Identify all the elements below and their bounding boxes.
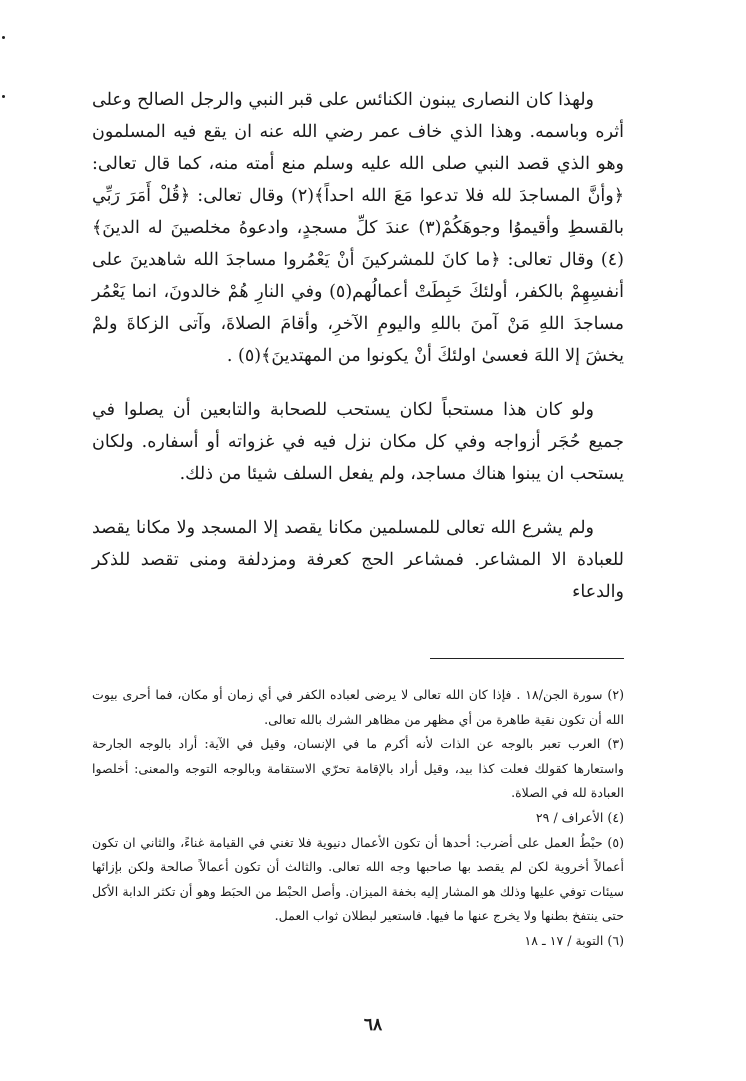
footnote-6: (٦) التوبة / ١٧ ـ ١٨ bbox=[524, 932, 624, 948]
paragraph-3: ولم يشرع الله تعالى للمسلمين مكانا يقصد إلا المسجد ولا مكانا يقصد للعبادة الا المشاعر. فمشاعر الحج كعرفة ومزدلفة ومنى تقصد للذكر والدعاء bbox=[92, 518, 624, 602]
footnote-5: (٥) حبْطُ العمل على أضرب: أحدها أن تكون الأعمال دنيوية فلا تغني في القيامة غناءً، والثاني ان تكون أعمالاً أخروية لكن لم يقصد بها صاحبها وجه الله تعالى. والثالث أن تكون أعمالاً صالحة ولكن بإزائها سيئات توفي عليها وذلك هو المشار إليه بخفة الميزان. وأصل الحبْط من الحبَط وهو أن تكثر الدابة الأكل حتى ينتفخ بطنها ولا يخرج عنها ما فيها. فاستعير لبطلان ثواب العمل. bbox=[92, 834, 624, 924]
paragraph-1: ولهذا كان النصارى يبنون الكنائس على قبر النبي والرجل الصالح وعلى أثره وباسمه. وهذا الذي خاف عمر رضي الله عنه ان يقع فيه المسلمون وهو الذي قصد النبي صلى الله عليه وسلم منع أمته منه، كما قال تعالى:﴿وأنَّ المساجدَ لله فلا تدعوا مَعَ الله احداً﴾(٢) وقال تعالى: ﴿قُلْ أَمَرَ رَبِّي بالقسطِ وأقيموُا وجوهَكُمْ(٣) عندَ كلِّ مسجدٍ، وادعوهُ مخلصينَ له الدينَ﴾(٤) وقال تعالى: ﴿ما كانَ للمشركينَ أنْ يَعْمُروا مساجدَ الله شاهدينَ على أنفسِهِمْ بالكفر، أولئكَ حَبِطَتْ أعمالُهم(٥) وفي النارِ هُمْ خالدونَ، انما يَعْمُر مساجدَ اللهِ مَنْ آمنَ باللهِ واليومِ الآخرِ، وأقامَ الصلاةَ، وآتى الزكاةَ ولمْ يخشَ إلا اللهَ فعسىٰ اولئكَ أنْ يكونوا من المهتدينَ﴾(٥) . bbox=[92, 90, 625, 366]
footnote-separator bbox=[430, 658, 624, 659]
footnote-4: (٤) الأعراف / ٢٩ bbox=[535, 809, 624, 825]
main-text bbox=[92, 84, 624, 630]
margin-dot bbox=[2, 36, 5, 39]
footnote-3: (٣) العرب تعبر بالوجه عن الذات لأنه أكرم ما في الإنسان، وقيل في الآية: أراد بالوجه الجارحة واستعارها كقولك فعلت كذا بيد، وقيل أراد بالإقامة تحرّي الاستقامة وبالوجه التوجه والمعنى: أخلصوا العبادة لله في الصلاة. bbox=[92, 736, 624, 801]
footnote-2: (٢) سورة الجن/١٨ . فإذا كان الله تعالى لا يرضى لعباده الكفر في أي زمان أو مكان، فما أحرى بيوت الله أن تكون نقية طاهرة من أي مظهر من مظاهر الشرك بالله تعالى. bbox=[92, 687, 624, 727]
margin-dot bbox=[2, 95, 5, 98]
page-number: ٦٨ bbox=[363, 1015, 383, 1035]
paragraph-2: ولو كان هذا مستحباً لكان يستحب للصحابة والتابعين أن يصلوا في جميع حُجَر أزواجه وفي كل مكان نزل فيه في غزواته أو أسفاره. ولكان يستحب ان يبنوا هناك مساجد، ولم يفعل السلف شيئا من ذلك. bbox=[92, 400, 624, 484]
footnotes bbox=[92, 683, 624, 954]
